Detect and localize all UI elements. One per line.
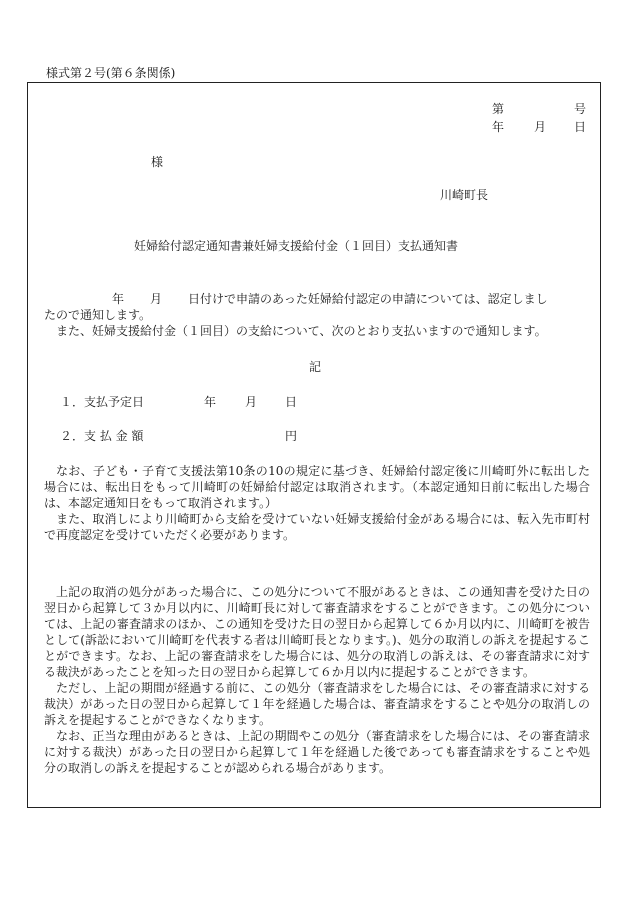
notes-section [44,463,590,543]
payment-date-label: １．支払予定日 [60,395,145,409]
payment-date-month: 月 [245,395,258,409]
date-day: 日 [574,120,587,134]
date-month: 月 [534,120,547,134]
intro-line3: また、妊婦支援給付金（１回目）の支給について、次のとおり支払いますので通知します。 [56,324,547,338]
number-suffix: 号 [574,102,587,116]
notes-paragraph-1: なお、子ども・子育て支援法第10条の10の規定に基づき、妊婦給付認定後に川崎町外に転出した場合には、転出日をもって川崎町の妊婦給付認定は取消されます。（本認定通知日前に転出した場合は、本認定通知日をもって取消されます。） [44,464,590,510]
form-number-label: 様式第２号(第６条関係) [46,66,176,80]
recipient-suffix: 様 [151,155,164,169]
payment-date-year: 年 [204,395,217,409]
notes-paragraph-2: また、取消しにより川崎町から支給を受けていない妊婦支援給付金がある場合には、転入先市町村で再度認定を受けていただく必要があります。 [44,512,590,542]
ki-marker: 記 [309,360,322,374]
intro-line2: たので通知します。 [44,308,152,322]
appeal-paragraph-1: 上記の取消の処分があった場合に、この処分について不服があるときは、この通知書を受けた日の翌日から起算して３か月以内に、川崎町長に対して審査請求をすることができます。この処分については、上記の審査請求のほか、この通知を受けた日の翌日から起算して６か月以内に、川崎町を被告として(訴訟において川崎町を代表する者は川崎町長となります。)、処分の取消しの訴えを提起することができます。なお、上記の審査請求をした場合には、処分の取消しの訴えは、その審査請求に対する裁決があったことを知った日の翌日から起算して６か月以内に提起することができます。 [44,585,590,679]
appeal-section [44,584,590,776]
document-title: 妊婦給付認定通知書兼妊婦支援給付金（１回目）支払通知書 [134,239,459,253]
issuer-name: 川崎町長 [440,188,489,202]
date-year: 年 [492,120,505,134]
payment-date-day: 日 [285,395,298,409]
intro-month: 月 [150,292,163,306]
intro-line1: 日付けで申請のあった妊婦給付認定の申請については、認定しまし [188,292,548,306]
intro-year: 年 [112,292,125,306]
appeal-paragraph-3: なお、正当な理由があるときは、上記の期間やこの処分（審査請求をした場合には、その審査請求に対する裁決）があった日の翌日から起算して１年を経過した後であっても審査請求をすることや処分の取消しの訴えを提起することが認められる場合があります。 [44,729,590,775]
appeal-paragraph-2: ただし、上記の期間が経過する前に、この処分（審査請求をした場合には、その審査請求に対する裁決）があった日の翌日から起算して１年を経過した場合は、審査請求をすることや処分の取消しの訴えを提起することができなくなります。 [44,681,590,727]
number-prefix: 第 [492,102,505,116]
amount-label: ２．支 払 金 額 [60,429,144,443]
amount-unit: 円 [285,429,298,443]
